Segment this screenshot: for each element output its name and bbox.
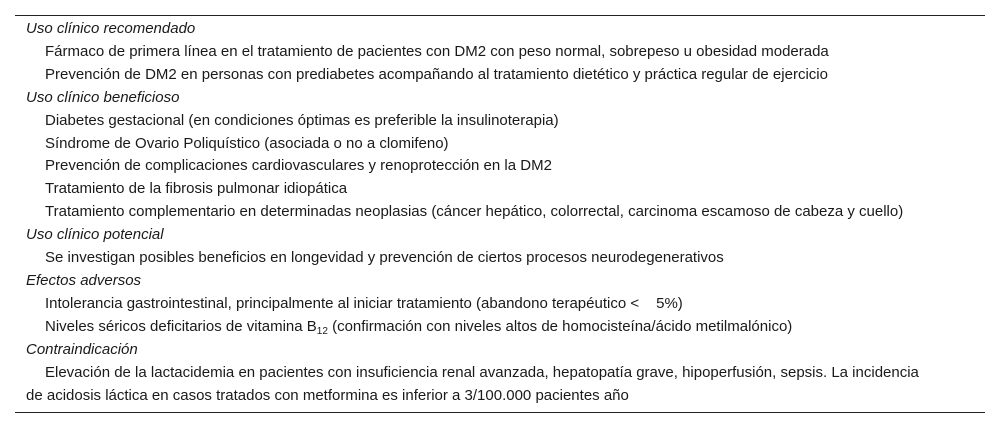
list-item: Diabetes gestacional (en condiciones óptimas es preferible la insulinoterapia): [45, 111, 559, 129]
section-title-contraindication: Contraindicación: [26, 340, 138, 358]
section-title-beneficial: Uso clínico beneficioso: [26, 88, 180, 106]
list-item: Prevención de complicaciones cardiovasculares y renoprotección en la DM2: [45, 157, 552, 175]
list-item: [15, 316, 985, 339]
section-title-potential: Uso clínico potencial: [26, 226, 164, 244]
list-item: Prevención de DM2 en personas con prediabetes acompañando al tratamiento dietético y práctica regular de ejercicio: [45, 65, 828, 83]
list-item-text: Niveles séricos deficitarios de vitamina B: [45, 317, 317, 335]
list-item-text: Intolerancia gastrointestinal, principalmente al iniciar tratamiento (abandono terapéutico <: [45, 294, 640, 312]
list-item: [15, 293, 985, 316]
list-item: Se investigan posibles beneficios en longevidad y prevención de ciertos procesos neurodegenerativos: [45, 249, 724, 267]
list-item: Síndrome de Ovario Poliquístico (asociada o no a clomifeno): [45, 134, 449, 152]
list-item: Fármaco de primera línea en el tratamiento de pacientes con DM2 con peso normal, sobrepeso u obesidad moderada: [45, 42, 829, 60]
metformin-uses-table: [15, 15, 985, 413]
list-item-text: (confirmación con niveles altos de homocisteína/ácido metilmalónico): [327, 317, 793, 335]
section-title-adverse-effects: Efectos adversos: [26, 271, 142, 289]
subscript: 12: [316, 325, 328, 337]
list-item: Tratamiento de la fibrosis pulmonar idiopática: [45, 180, 348, 198]
list-item: Tratamiento complementario en determinadas neoplasias (cáncer hepático, colorrectal, carcinoma escamoso de cabeza y cuello): [45, 203, 904, 221]
list-item: Elevación de la lactacidemia en pacientes con insuficiencia renal avanzada, hepatopatía grave, hipoperfusión, sepsis. La incidencia de acidosis láctica en casos tratados con metformina es inferior a 3/100.000 pacientes año: [26, 363, 919, 404]
list-item-text: 5%): [656, 294, 683, 312]
section-title-recommended: Uso clínico recomendado: [26, 20, 196, 37]
